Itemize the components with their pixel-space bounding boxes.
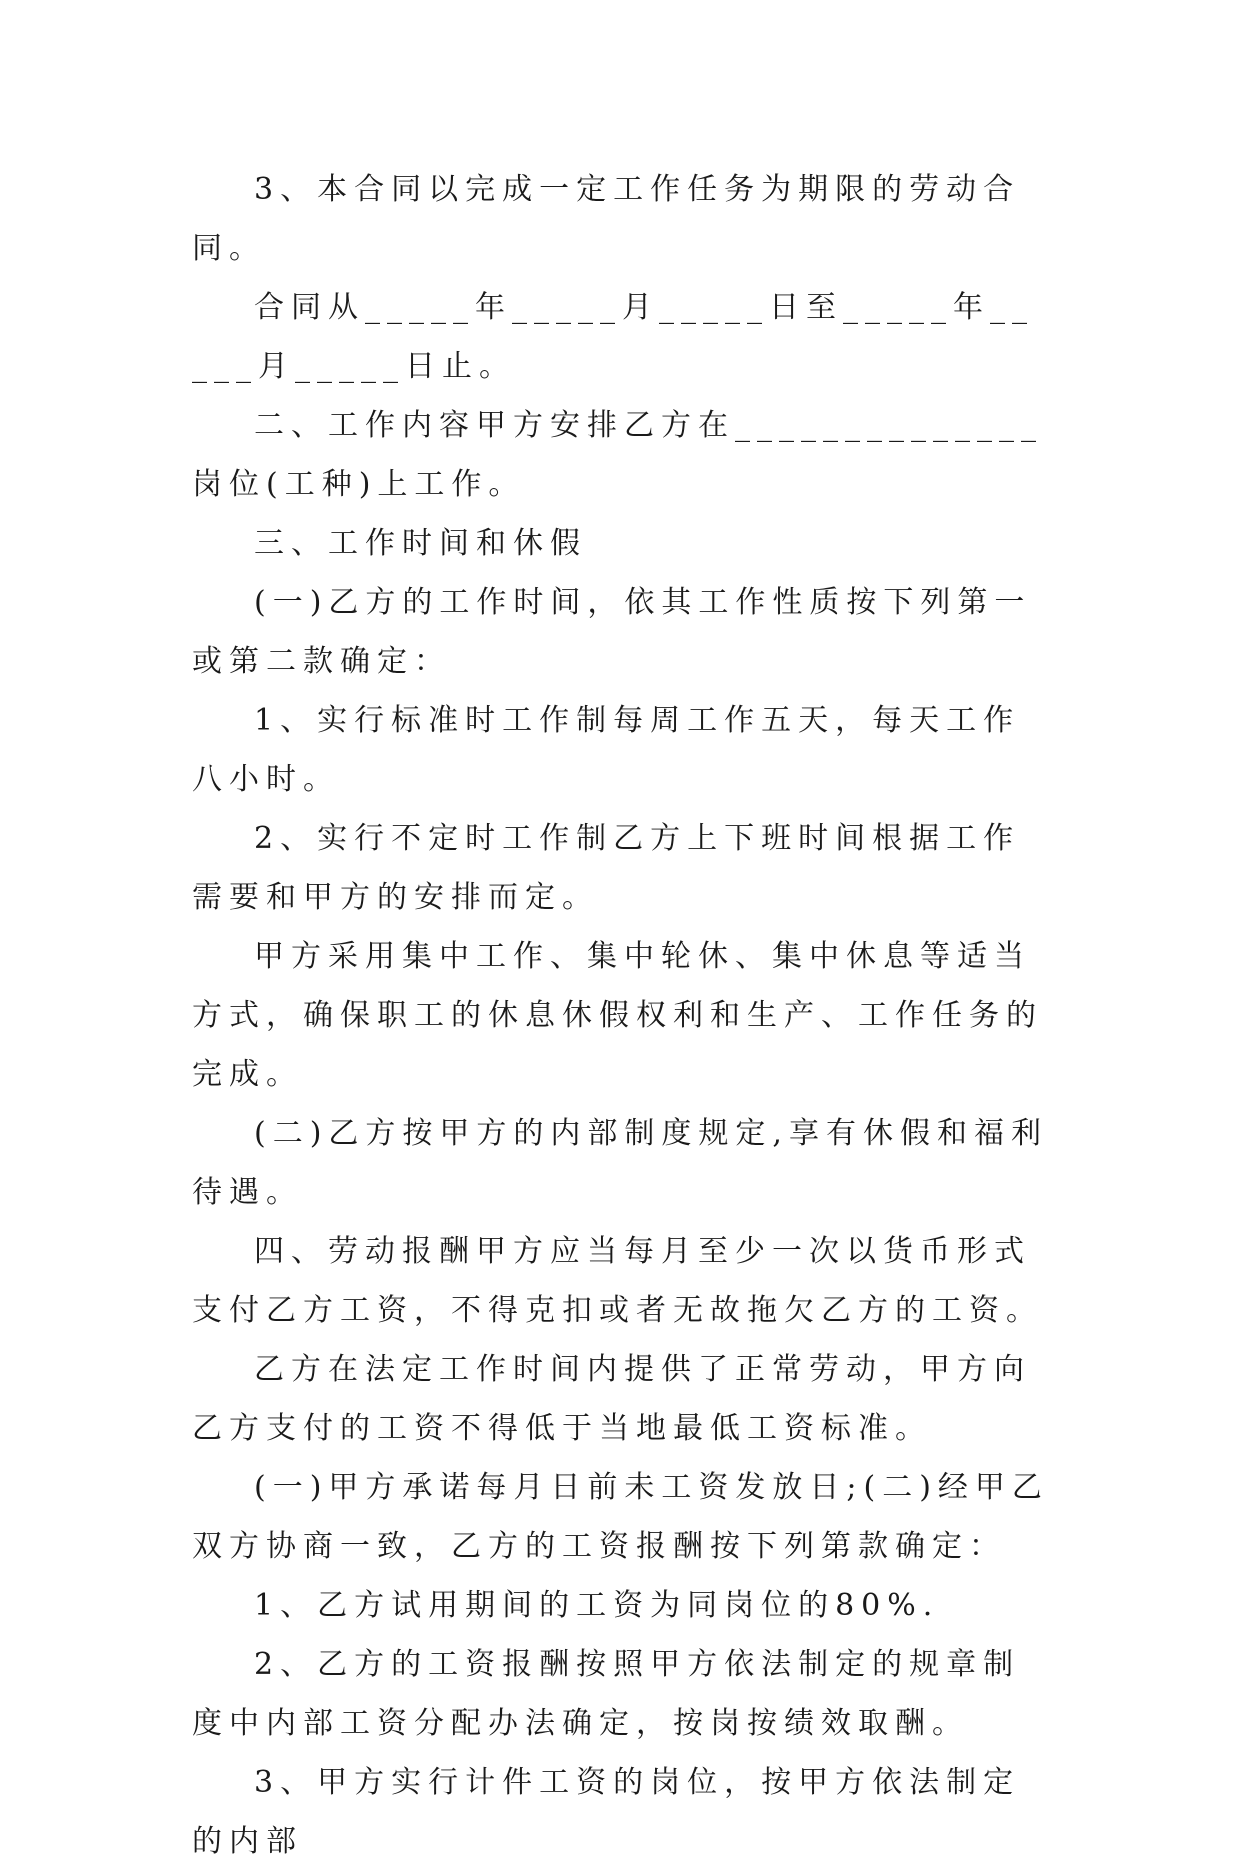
paragraph-contract-term-type: 3、本合同以完成一定工作任务为期限的劳动合同。 <box>192 172 1021 266</box>
paragraph-wage-distribution: 2、乙方的工资报酬按照甲方依法制定的规章制度中内部工资分配办法确定，按岗按绩效取酬。 <box>192 1647 1021 1741</box>
paragraph-piecework-wage: 3、甲方实行计件工资的岗位，按甲方依法制定的内部 <box>192 1765 1021 1859</box>
paragraph-leave-benefits: (二)乙方按甲方的内部制度规定,享有休假和福利待遇。 <box>192 1116 1048 1210</box>
document-body <box>192 160 1052 1871</box>
paragraph-standard-hours: 1、实行标准时工作制每周工作五天，每天工作八小时。 <box>192 703 1021 797</box>
paragraph-minimum-wage: 乙方在法定工作时间内提供了正常劳动，甲方向乙方支付的工资不得低于当地最低工资标准。 <box>192 1352 1031 1446</box>
paragraph-contract-dates: 合同从_____年_____月_____日至_____年_____月_____日止。 <box>192 290 1034 384</box>
paragraph-probation-wage: 1、乙方试用期间的工资为同岗位的80%. <box>254 1588 940 1623</box>
paragraph-rest-arrangement: 甲方采用集中工作、集中轮休、集中休息等适当方式，确保职工的休息休假权利和生产、工作任务的完成。 <box>192 939 1043 1092</box>
paragraph-job-content: 二、工作内容甲方安排乙方在______________岗位(工种)上工作。 <box>192 408 1043 502</box>
paragraph-work-time-method: (一)乙方的工作时间，依其工作性质按下列第一或第二款确定： <box>192 585 1032 679</box>
heading-work-time-and-leave: 三、工作时间和休假 <box>254 526 587 561</box>
paragraph-remuneration: 四、劳动报酬甲方应当每月至少一次以货币形式支付乙方工资，不得克扣或者无故拖欠乙方的工资。 <box>192 1234 1043 1328</box>
paragraph-pay-day: (一)甲方承诺每月日前未工资发放日;(二)经甲乙双方协商一致，乙方的工资报酬按下列第款确定： <box>192 1470 1049 1564</box>
paragraph-flexible-hours: 2、实行不定时工作制乙方上下班时间根据工作需要和甲方的安排而定。 <box>192 821 1021 915</box>
